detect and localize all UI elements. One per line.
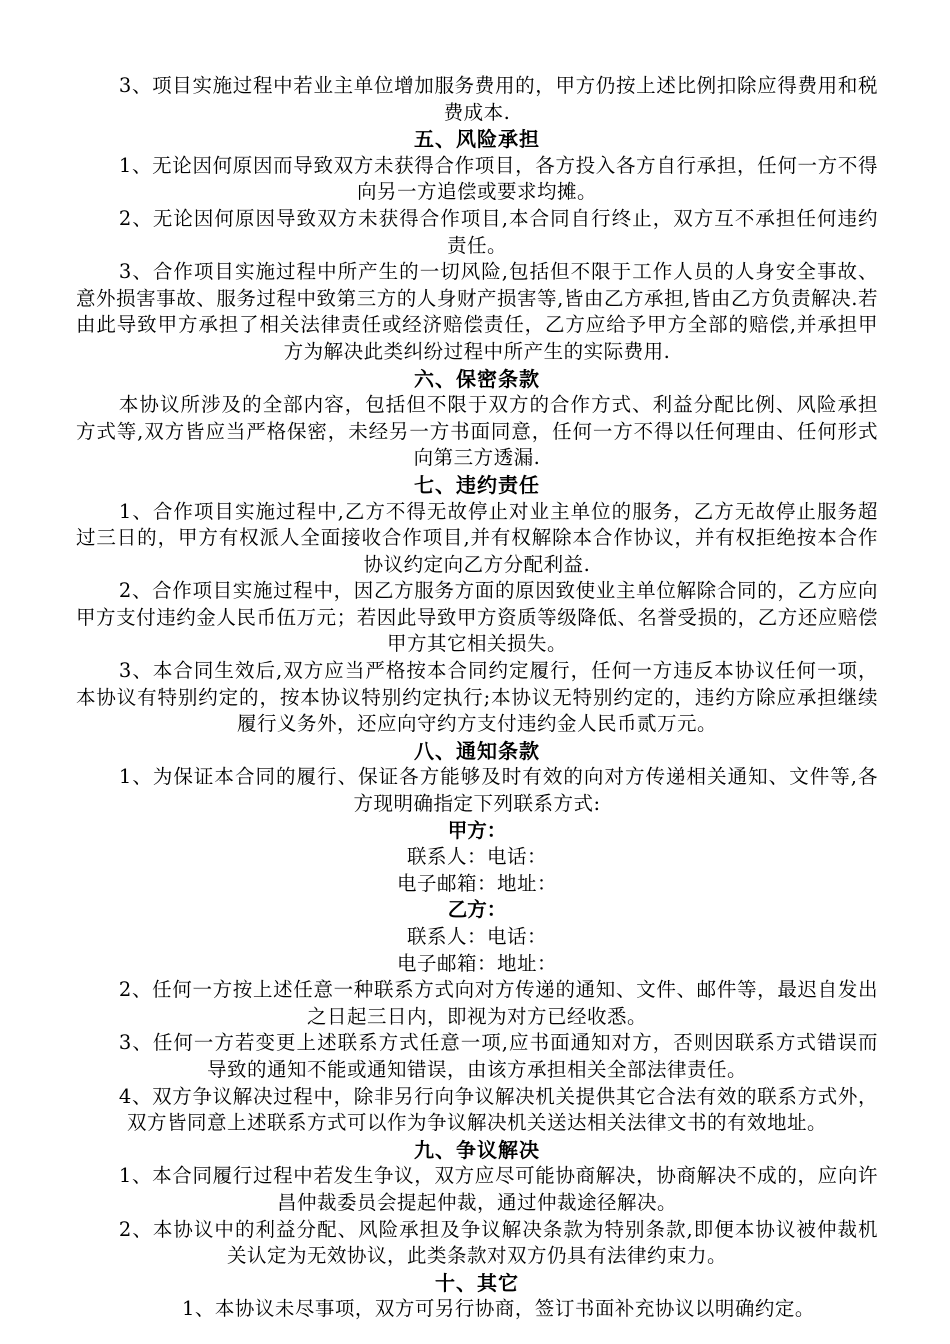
section-heading-notice: 八、通知条款 xyxy=(414,738,540,763)
section-heading-confidentiality: 六、保密条款 xyxy=(414,366,540,391)
section-heading-breach: 七、违约责任 xyxy=(414,472,540,497)
clause-7-1: 1、合作项目实施过程中,乙方不得无故停止对业主单位的服务，乙方无故停止服务超过三日的，甲方有权派人全面接收合作项目,并有权解除本合作协议，并有权拒绝按本合作协议约定向乙方分配利益. xyxy=(76,499,878,576)
clause-9-2: 2、本协议中的利益分配、风险承担及争议解决条款为特别条款,即便本协议被仲裁机关认定为无效协议，此类条款对双方仍具有法律约束力。 xyxy=(118,1217,878,1268)
party-a-contact-phone: 联系人：电话： xyxy=(406,845,547,869)
clause-8-4: 4、双方争议解决过程中，除非另行向争议解决机关提供其它合法有效的联系方式外，双方皆同意上述联系方式可以作为争议解决机关送达相关法律文书的有效地址。 xyxy=(118,1084,878,1135)
section-heading-risk: 五、风险承担 xyxy=(414,127,540,152)
party-a-label: 甲方： xyxy=(447,818,507,842)
party-b-email-address: 电子邮箱：地址： xyxy=(396,951,557,975)
party-b-label: 乙方： xyxy=(447,898,507,922)
clause-4-3: 3、项目实施过程中若业主单位增加服务费用的，甲方仍按上述比例扣除应得费用和税费成本. xyxy=(118,74,878,124)
clause-7-3: 3、本合同生效后,双方应当严格按本合同约定履行，任何一方违反本协议任何一项，本协议有特别约定的，按本协议特别约定执行;本协议无特别约定的，违约方除应承担继续履行义务外，还应向守约方支付违约金人民币贰万元。 xyxy=(76,659,878,736)
clause-8-1: 1、为保证本合同的履行、保证各方能够及时有效的向对方传递相关通知、文件等,各方现明确指定下列联系方式: xyxy=(118,765,878,816)
clause-9-1: 1、本合同履行过程中若发生争议，双方应尽可能协商解决，协商解决不成的，应向许昌仲裁委员会提起仲裁，通过仲裁途径解决。 xyxy=(118,1164,878,1214)
party-a-email-address: 电子邮箱：地址： xyxy=(396,871,557,895)
clause-8-2: 2、任何一方按上述任意一种联系方式向对方传递的通知、文件、邮件等，最迟自发出之日起三日内，即视为对方已经收悉。 xyxy=(118,978,878,1028)
clause-5-3: 3、合作项目实施过程中所产生的一切风险,包括但不限于工作人员的人身安全事故、意外损害事故、服务过程中致第三方的人身财产损害等,皆由乙方承担,皆由乙方负责解决.若由此导致甲方承担了相关法律责任或经济赔偿责任，乙方应给予甲方全部的赔偿,并承担甲方为解决此类纠纷过程中所产生的实际费用. xyxy=(76,260,878,363)
clause-8-3: 3、任何一方若变更上述联系方式任意一项,应书面通知对方，否则因联系方式错误而导致的通知不能或通知错误，由该方承担相关全部法律责任。 xyxy=(118,1031,878,1081)
clause-7-2: 2、合作项目实施过程中，因乙方服务方面的原因致使业主单位解除合同的，乙方应向甲方支付违约金人民币伍万元；若因此导致甲方资质等级降低、名誉受损的，乙方还应赔偿甲方其它相关损失。 xyxy=(76,579,878,656)
clause-5-1: 1、无论因何原因而导致双方未获得合作项目，各方投入各方自行承担，任何一方不得向另一方追偿或要求均摊。 xyxy=(118,153,878,204)
clause-5-2: 2、无论因何原因导致双方未获得合作项目,本合同自行终止，双方互不承担任何违约责任。 xyxy=(118,206,878,257)
section-heading-dispute: 九、争议解决 xyxy=(414,1137,540,1162)
party-b-contact-phone: 联系人：电话： xyxy=(406,925,547,948)
clause-10-1: 1、本协议未尽事项，双方可另行协商，签订书面补充协议以明确约定。 xyxy=(181,1297,815,1321)
clause-6-1: 本协议所涉及的全部内容，包括但不限于双方的合作方式、利益分配比例、风险承担方式等,双方皆应当严格保密，未经另一方书面同意，任何一方不得以任何理由、任何形式向第三方透漏. xyxy=(76,393,878,470)
section-heading-other: 十、其它 xyxy=(435,1270,519,1295)
